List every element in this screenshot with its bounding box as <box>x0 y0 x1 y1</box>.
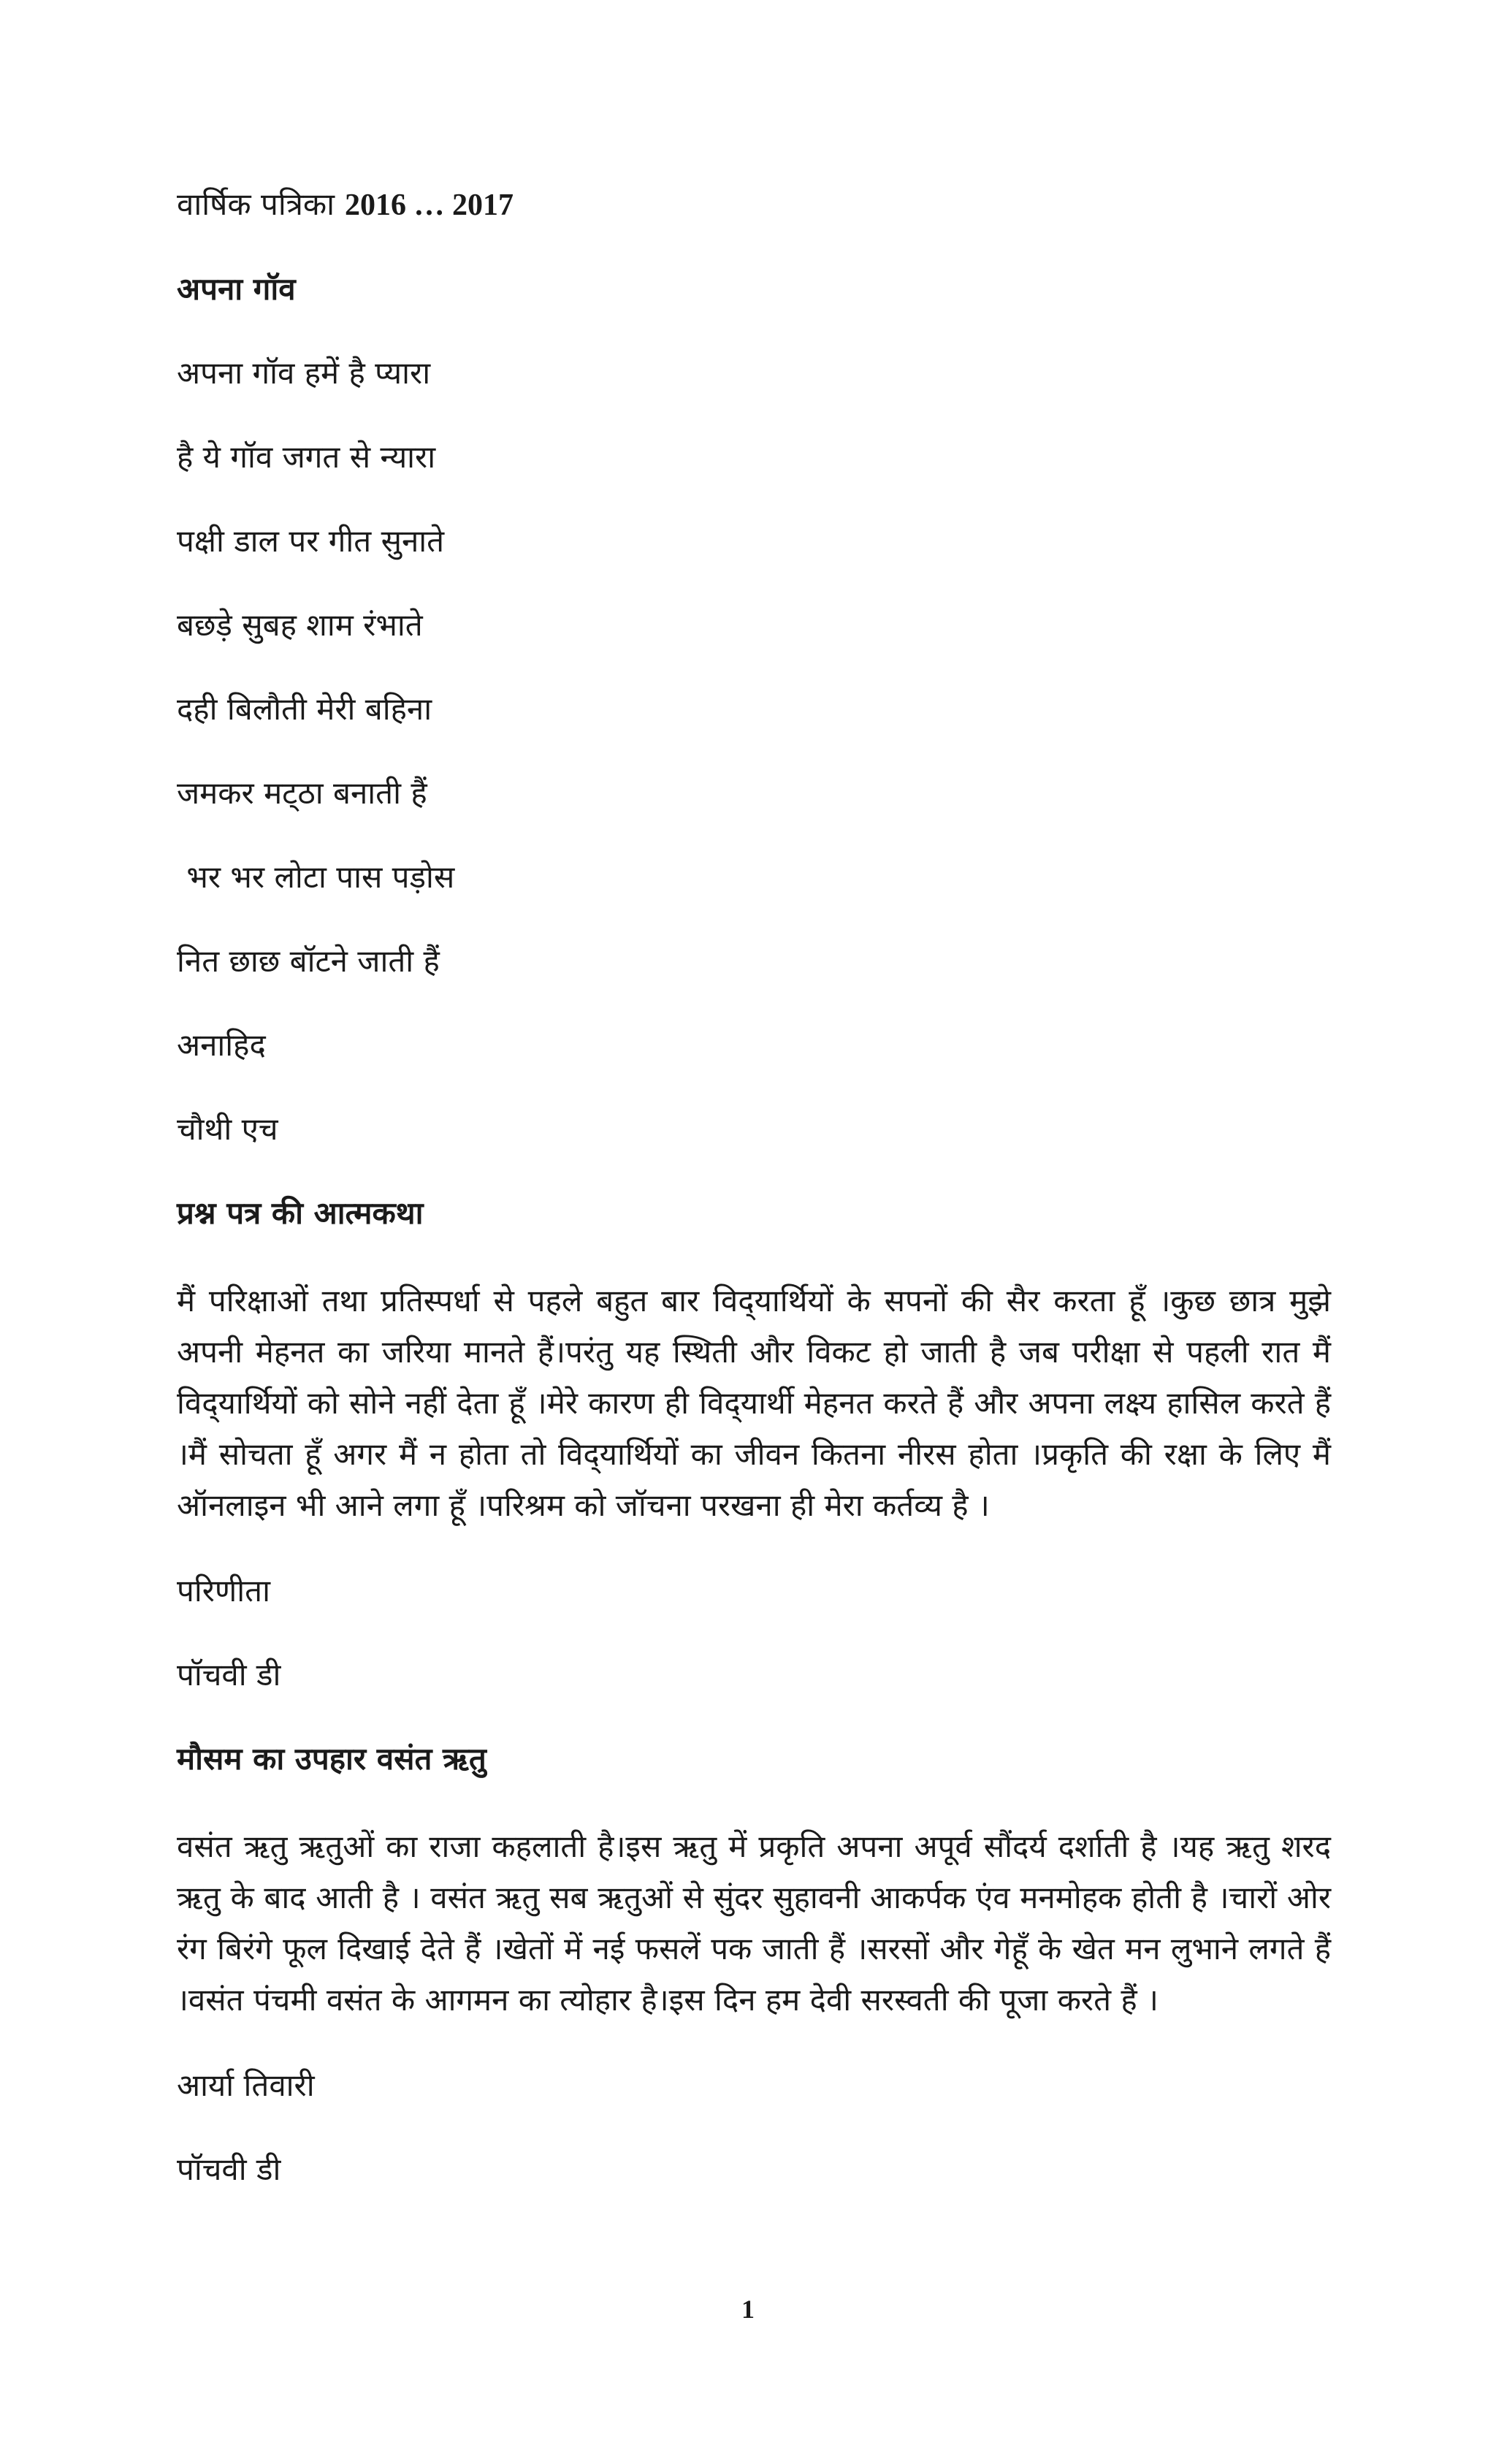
poem-line: दही बिलौती मेरी बहिना <box>177 691 432 727</box>
poem-author-class: चौथी एच <box>177 1111 278 1147</box>
essay2-author: आर्या तिवारी <box>177 2067 315 2103</box>
page-content <box>177 183 1331 2232</box>
essay2-body: वसंत ऋतु ऋतुओं का राजा कहलाती है।इस ऋतु में प्रकृति अपना अपूर्व सौंदर्य दर्शाती है ।यह ऋतु शरद ऋतु के बाद आती है । वसंत ऋतु सब ऋतुओं से सुंदर सुहावनी आकर्पक एंव मनमोहक होती है ।चारों ओर रंग बिरंगे फूल दिखाई देते हैं ।खेतों में नई फसलें पक जाती हैं ।सरसों और गेहूँ के खेत मन लुभाने लगते हैं ।वसंत पंचमी वसंत के आगमन का त्योहार है।इस दिन हम देवी सरस्वती की पूजा करते हैं । <box>177 1828 1331 2018</box>
magazine-years: 2016 … 2017 <box>345 188 514 222</box>
essay1-title: प्रश्न पत्र की आत्मकथा <box>177 1195 424 1231</box>
poem-line: पक्षी डाल पर गीत सुनाते <box>177 523 445 559</box>
magazine-header <box>177 183 1331 227</box>
magazine-name: वार्षिक पत्रिका <box>177 186 335 222</box>
poem-author: अनाहिद <box>177 1027 266 1063</box>
poem-line: भर भर लोटा पास पड़ोस <box>177 859 455 895</box>
poem-line: है ये गॉव जगत से न्यारा <box>177 439 436 475</box>
poem-line: अपना गॉव हमें है प्यारा <box>177 355 431 391</box>
essay1-body: मैं परिक्षाओं तथा प्रतिस्पर्धा से पहले बहुत बार विद्‌यार्थियों के सपनों की सैर करता हूँ ।कुछ छात्र मुझे अपनी मेहनत का जरिया मानते हैं।परंतु यह स्थिती और विकट हो जाती है जब परीक्षा से पहली रात मैं विद्‌यार्थियों को सोने नहीं देता हूँ ।मेरे कारण ही विद्‌यार्थी मेहनत करते हैं और अपना लक्ष्य हासिल करते हैं ।मैं सोचता हूँ अगर मैं न होता तो विद्‌यार्थियों का जीवन कितना नीरस होता ।प्रकृति की रक्षा के लिए मैं ऑनलाइन भी आने लगा हूँ ।परिश्रम को जॉचना परखना ही मेरा कर्तव्य है । <box>177 1283 1331 1523</box>
essay2-author-class: पॉचवी डी <box>177 2151 281 2187</box>
essay1-author-class: पॉचवी डी <box>177 1657 281 1693</box>
essay2-title: मौसम का उपहार वसंत ऋतु <box>177 1741 486 1777</box>
page-number: 1 <box>741 2295 755 2324</box>
essay1-author: परिणीता <box>177 1573 270 1609</box>
poem-title: अपना गॉव <box>177 271 296 307</box>
poem-line: बछड़े सुबह शाम रंभाते <box>177 607 423 643</box>
poem-line: जमकर मट्‌ठा बनाती हैं <box>177 775 427 811</box>
poem-line: नित छाछ बॉटने जाती हैं <box>177 943 440 979</box>
